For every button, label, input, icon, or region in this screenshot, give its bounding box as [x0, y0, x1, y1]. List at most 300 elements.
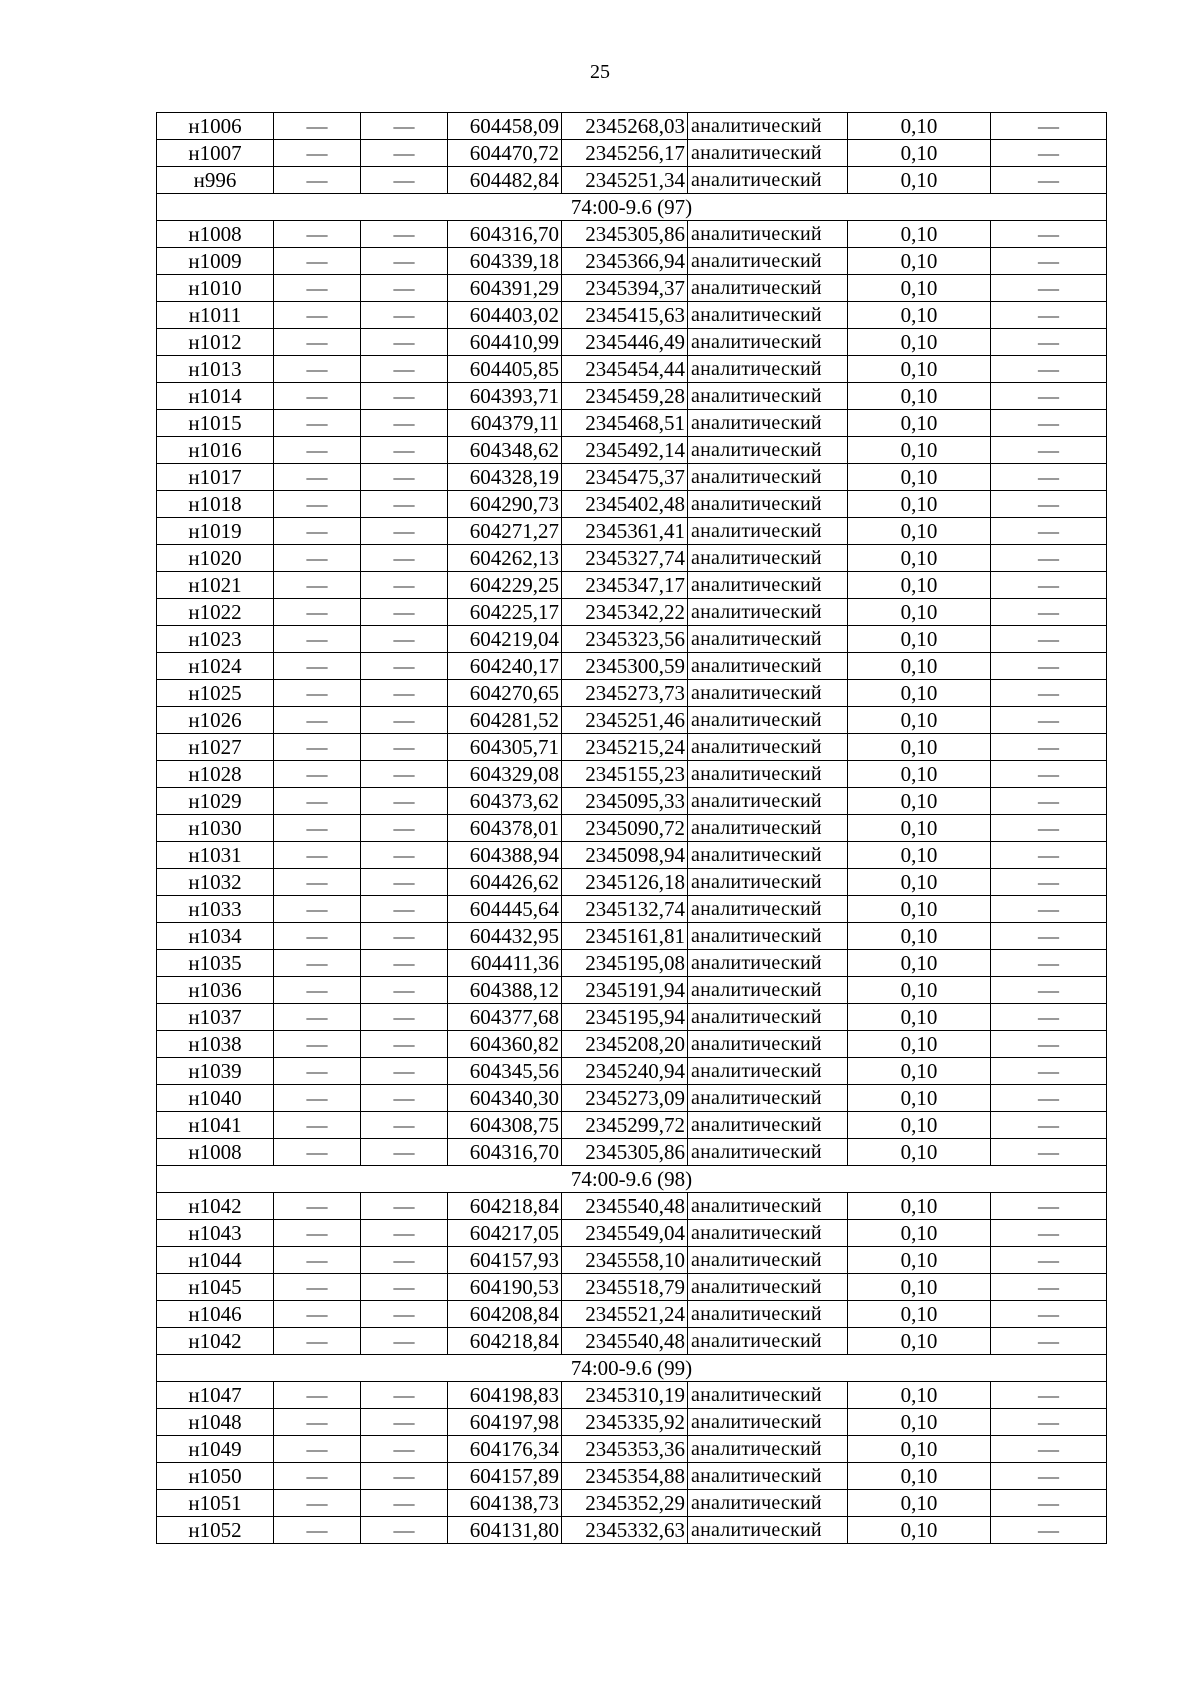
y-coordinate-cell: 2345305,86 — [562, 1139, 688, 1166]
accuracy-cell: 0,10 — [848, 464, 991, 491]
dash-cell: — — [274, 1247, 361, 1274]
dash-cell: — — [991, 491, 1107, 518]
method-cell: аналитический — [688, 599, 848, 626]
dash-cell: — — [991, 572, 1107, 599]
dash-cell: — — [361, 1409, 448, 1436]
dash-cell: — — [991, 707, 1107, 734]
point-cell: н1008 — [157, 221, 274, 248]
dash-cell: — — [274, 545, 361, 572]
accuracy-cell: 0,10 — [848, 1301, 991, 1328]
accuracy-cell: 0,10 — [848, 1004, 991, 1031]
point-cell: н1036 — [157, 977, 274, 1004]
table-row — [157, 1301, 1107, 1328]
method-cell: аналитический — [688, 302, 848, 329]
dash-cell: — — [361, 1058, 448, 1085]
table-row — [157, 113, 1107, 140]
accuracy-cell: 0,10 — [848, 1490, 991, 1517]
x-coordinate-cell: 604225,17 — [448, 599, 562, 626]
point-cell: н996 — [157, 167, 274, 194]
dash-cell: — — [991, 788, 1107, 815]
dash-cell: — — [274, 815, 361, 842]
method-cell: аналитический — [688, 869, 848, 896]
table-row — [157, 1220, 1107, 1247]
method-cell: аналитический — [688, 1085, 848, 1112]
dash-cell: — — [991, 869, 1107, 896]
table-row — [157, 1004, 1107, 1031]
dash-cell: — — [991, 950, 1107, 977]
dash-cell: — — [361, 1382, 448, 1409]
point-cell: н1039 — [157, 1058, 274, 1085]
dash-cell: — — [991, 923, 1107, 950]
dash-cell: — — [274, 437, 361, 464]
method-cell: аналитический — [688, 221, 848, 248]
point-cell: н1052 — [157, 1517, 274, 1544]
dash-cell: — — [274, 1436, 361, 1463]
table-row — [157, 869, 1107, 896]
point-cell: н1038 — [157, 1031, 274, 1058]
dash-cell: — — [991, 1490, 1107, 1517]
accuracy-cell: 0,10 — [848, 1247, 991, 1274]
dash-cell: — — [274, 761, 361, 788]
x-coordinate-cell: 604426,62 — [448, 869, 562, 896]
dash-cell: — — [274, 599, 361, 626]
dash-cell: — — [361, 1004, 448, 1031]
dash-cell: — — [361, 1328, 448, 1355]
dash-cell: — — [274, 1517, 361, 1544]
dash-cell: — — [991, 1328, 1107, 1355]
x-coordinate-cell: 604393,71 — [448, 383, 562, 410]
dash-cell: — — [361, 896, 448, 923]
section-heading: 74:00-9.6 (97) — [157, 194, 1107, 221]
y-coordinate-cell: 2345132,74 — [562, 896, 688, 923]
accuracy-cell: 0,10 — [848, 1112, 991, 1139]
table-row — [157, 491, 1107, 518]
x-coordinate-cell: 604240,17 — [448, 653, 562, 680]
dash-cell: — — [274, 1220, 361, 1247]
dash-cell: — — [274, 113, 361, 140]
x-coordinate-cell: 604388,12 — [448, 977, 562, 1004]
accuracy-cell: 0,10 — [848, 1274, 991, 1301]
dash-cell: — — [361, 950, 448, 977]
method-cell: аналитический — [688, 545, 848, 572]
y-coordinate-cell: 2345492,14 — [562, 437, 688, 464]
dash-cell: — — [274, 842, 361, 869]
point-cell: н1045 — [157, 1274, 274, 1301]
dash-cell: — — [274, 707, 361, 734]
dash-cell: — — [361, 1436, 448, 1463]
dash-cell: — — [991, 599, 1107, 626]
y-coordinate-cell: 2345549,04 — [562, 1220, 688, 1247]
method-cell: аналитический — [688, 1274, 848, 1301]
y-coordinate-cell: 2345459,28 — [562, 383, 688, 410]
x-coordinate-cell: 604348,62 — [448, 437, 562, 464]
method-cell: аналитический — [688, 1058, 848, 1085]
y-coordinate-cell: 2345332,63 — [562, 1517, 688, 1544]
point-cell: н1012 — [157, 329, 274, 356]
accuracy-cell: 0,10 — [848, 1031, 991, 1058]
dash-cell: — — [274, 221, 361, 248]
x-coordinate-cell: 604157,93 — [448, 1247, 562, 1274]
method-cell: аналитический — [688, 1031, 848, 1058]
y-coordinate-cell: 2345353,36 — [562, 1436, 688, 1463]
accuracy-cell: 0,10 — [848, 437, 991, 464]
y-coordinate-cell: 2345215,24 — [562, 734, 688, 761]
section-heading: 74:00-9.6 (98) — [157, 1166, 1107, 1193]
dash-cell: — — [274, 1112, 361, 1139]
y-coordinate-cell: 2345240,94 — [562, 1058, 688, 1085]
x-coordinate-cell: 604403,02 — [448, 302, 562, 329]
dash-cell: — — [361, 1517, 448, 1544]
accuracy-cell: 0,10 — [848, 221, 991, 248]
dash-cell: — — [991, 1463, 1107, 1490]
y-coordinate-cell: 2345342,22 — [562, 599, 688, 626]
y-coordinate-cell: 2345475,37 — [562, 464, 688, 491]
dash-cell: — — [991, 626, 1107, 653]
y-coordinate-cell: 2345323,56 — [562, 626, 688, 653]
accuracy-cell: 0,10 — [848, 842, 991, 869]
y-coordinate-cell: 2345347,17 — [562, 572, 688, 599]
accuracy-cell: 0,10 — [848, 572, 991, 599]
table-row — [157, 1058, 1107, 1085]
point-cell: н1013 — [157, 356, 274, 383]
x-coordinate-cell: 604340,30 — [448, 1085, 562, 1112]
dash-cell: — — [991, 1004, 1107, 1031]
dash-cell: — — [274, 950, 361, 977]
accuracy-cell: 0,10 — [848, 788, 991, 815]
accuracy-cell: 0,10 — [848, 923, 991, 950]
method-cell: аналитический — [688, 248, 848, 275]
dash-cell: — — [361, 653, 448, 680]
accuracy-cell: 0,10 — [848, 491, 991, 518]
dash-cell: — — [274, 1085, 361, 1112]
x-coordinate-cell: 604379,11 — [448, 410, 562, 437]
dash-cell: — — [274, 1058, 361, 1085]
table-row — [157, 518, 1107, 545]
method-cell: аналитический — [688, 491, 848, 518]
method-cell: аналитический — [688, 275, 848, 302]
accuracy-cell: 0,10 — [848, 1328, 991, 1355]
dash-cell: — — [361, 464, 448, 491]
point-cell: н1025 — [157, 680, 274, 707]
dash-cell: — — [274, 410, 361, 437]
dash-cell: — — [274, 653, 361, 680]
x-coordinate-cell: 604190,53 — [448, 1274, 562, 1301]
point-cell: н1018 — [157, 491, 274, 518]
page-number: 25 — [590, 61, 610, 83]
dash-cell: — — [361, 383, 448, 410]
table-row — [157, 1193, 1107, 1220]
table-row — [157, 1328, 1107, 1355]
method-cell: аналитический — [688, 1301, 848, 1328]
x-coordinate-cell: 604176,34 — [448, 1436, 562, 1463]
dash-cell: — — [274, 626, 361, 653]
method-cell: аналитический — [688, 572, 848, 599]
x-coordinate-cell: 604262,13 — [448, 545, 562, 572]
dash-cell: — — [991, 653, 1107, 680]
y-coordinate-cell: 2345273,09 — [562, 1085, 688, 1112]
dash-cell: — — [274, 1382, 361, 1409]
dash-cell: — — [991, 275, 1107, 302]
dash-cell: — — [361, 518, 448, 545]
method-cell: аналитический — [688, 356, 848, 383]
method-cell: аналитический — [688, 680, 848, 707]
point-cell: н1050 — [157, 1463, 274, 1490]
y-coordinate-cell: 2345540,48 — [562, 1193, 688, 1220]
dash-cell: — — [274, 1274, 361, 1301]
dash-cell: — — [361, 1490, 448, 1517]
x-coordinate-cell: 604290,73 — [448, 491, 562, 518]
y-coordinate-cell: 2345521,24 — [562, 1301, 688, 1328]
dash-cell: — — [991, 356, 1107, 383]
x-coordinate-cell: 604281,52 — [448, 707, 562, 734]
dash-cell: — — [991, 680, 1107, 707]
y-coordinate-cell: 2345251,46 — [562, 707, 688, 734]
dash-cell: — — [991, 1085, 1107, 1112]
dash-cell: — — [361, 1193, 448, 1220]
point-cell: н1016 — [157, 437, 274, 464]
dash-cell: — — [991, 1112, 1107, 1139]
x-coordinate-cell: 604432,95 — [448, 923, 562, 950]
y-coordinate-cell: 2345454,44 — [562, 356, 688, 383]
method-cell: аналитический — [688, 383, 848, 410]
accuracy-cell: 0,10 — [848, 275, 991, 302]
dash-cell: — — [361, 572, 448, 599]
point-cell: н1014 — [157, 383, 274, 410]
method-cell: аналитический — [688, 1382, 848, 1409]
section-row — [157, 1355, 1107, 1382]
table-row — [157, 1274, 1107, 1301]
dash-cell: — — [991, 248, 1107, 275]
table-row — [157, 1247, 1107, 1274]
x-coordinate-cell: 604328,19 — [448, 464, 562, 491]
point-cell: н1015 — [157, 410, 274, 437]
dash-cell: — — [991, 842, 1107, 869]
y-coordinate-cell: 2345300,59 — [562, 653, 688, 680]
x-coordinate-cell: 604405,85 — [448, 356, 562, 383]
x-coordinate-cell: 604410,99 — [448, 329, 562, 356]
table-row — [157, 410, 1107, 437]
x-coordinate-cell: 604219,04 — [448, 626, 562, 653]
accuracy-cell: 0,10 — [848, 599, 991, 626]
point-cell: н1017 — [157, 464, 274, 491]
y-coordinate-cell: 2345195,08 — [562, 950, 688, 977]
y-coordinate-cell: 2345540,48 — [562, 1328, 688, 1355]
point-cell: н1041 — [157, 1112, 274, 1139]
table-row — [157, 140, 1107, 167]
point-cell: н1040 — [157, 1085, 274, 1112]
point-cell: н1042 — [157, 1328, 274, 1355]
table-row — [157, 950, 1107, 977]
table-row — [157, 437, 1107, 464]
dash-cell: — — [361, 1274, 448, 1301]
table-row — [157, 167, 1107, 194]
dash-cell: — — [274, 572, 361, 599]
accuracy-cell: 0,10 — [848, 734, 991, 761]
y-coordinate-cell: 2345558,10 — [562, 1247, 688, 1274]
point-cell: н1030 — [157, 815, 274, 842]
dash-cell: — — [361, 1139, 448, 1166]
method-cell: аналитический — [688, 410, 848, 437]
x-coordinate-cell: 604218,84 — [448, 1193, 562, 1220]
dash-cell: — — [274, 734, 361, 761]
y-coordinate-cell: 2345126,18 — [562, 869, 688, 896]
dash-cell: — — [274, 1328, 361, 1355]
y-coordinate-cell: 2345155,23 — [562, 761, 688, 788]
dash-cell: — — [274, 1004, 361, 1031]
table-row — [157, 1517, 1107, 1544]
dash-cell: — — [361, 356, 448, 383]
method-cell: аналитический — [688, 1490, 848, 1517]
y-coordinate-cell: 2345361,41 — [562, 518, 688, 545]
dash-cell: — — [361, 221, 448, 248]
dash-cell: — — [361, 1112, 448, 1139]
x-coordinate-cell: 604217,05 — [448, 1220, 562, 1247]
x-coordinate-cell: 604377,68 — [448, 1004, 562, 1031]
table-row — [157, 1490, 1107, 1517]
dash-cell: — — [991, 1220, 1107, 1247]
accuracy-cell: 0,10 — [848, 1463, 991, 1490]
dash-cell: — — [361, 491, 448, 518]
table-row — [157, 923, 1107, 950]
table-row — [157, 275, 1107, 302]
point-cell: н1020 — [157, 545, 274, 572]
y-coordinate-cell: 2345095,33 — [562, 788, 688, 815]
table-row — [157, 545, 1107, 572]
x-coordinate-cell: 604345,56 — [448, 1058, 562, 1085]
section-heading: 74:00-9.6 (99) — [157, 1355, 1107, 1382]
accuracy-cell: 0,10 — [848, 1409, 991, 1436]
accuracy-cell: 0,10 — [848, 761, 991, 788]
point-cell: н1033 — [157, 896, 274, 923]
dash-cell: — — [991, 734, 1107, 761]
dash-cell: — — [361, 248, 448, 275]
dash-cell: — — [991, 1301, 1107, 1328]
y-coordinate-cell: 2345366,94 — [562, 248, 688, 275]
dash-cell: — — [361, 788, 448, 815]
dash-cell: — — [361, 707, 448, 734]
y-coordinate-cell: 2345518,79 — [562, 1274, 688, 1301]
dash-cell: — — [991, 140, 1107, 167]
x-coordinate-cell: 604391,29 — [448, 275, 562, 302]
dash-cell: — — [991, 1193, 1107, 1220]
dash-cell: — — [274, 356, 361, 383]
y-coordinate-cell: 2345098,94 — [562, 842, 688, 869]
dash-cell: — — [991, 167, 1107, 194]
dash-cell: — — [274, 383, 361, 410]
method-cell: аналитический — [688, 464, 848, 491]
dash-cell: — — [361, 410, 448, 437]
dash-cell: — — [361, 437, 448, 464]
dash-cell: — — [274, 491, 361, 518]
dash-cell: — — [991, 437, 1107, 464]
point-cell: н1046 — [157, 1301, 274, 1328]
point-cell: н1037 — [157, 1004, 274, 1031]
accuracy-cell: 0,10 — [848, 1139, 991, 1166]
table-row — [157, 653, 1107, 680]
accuracy-cell: 0,10 — [848, 626, 991, 653]
point-cell: н1028 — [157, 761, 274, 788]
point-cell: н1006 — [157, 113, 274, 140]
table-row — [157, 221, 1107, 248]
accuracy-cell: 0,10 — [848, 653, 991, 680]
table-row — [157, 1139, 1107, 1166]
dash-cell: — — [361, 275, 448, 302]
accuracy-cell: 0,10 — [848, 815, 991, 842]
dash-cell: — — [274, 167, 361, 194]
y-coordinate-cell: 2345090,72 — [562, 815, 688, 842]
dash-cell: — — [274, 464, 361, 491]
point-cell: н1042 — [157, 1193, 274, 1220]
x-coordinate-cell: 604482,84 — [448, 167, 562, 194]
method-cell: аналитический — [688, 977, 848, 1004]
point-cell: н1051 — [157, 1490, 274, 1517]
table-row — [157, 761, 1107, 788]
x-coordinate-cell: 604339,18 — [448, 248, 562, 275]
dash-cell: — — [361, 869, 448, 896]
method-cell: аналитический — [688, 896, 848, 923]
accuracy-cell: 0,10 — [848, 950, 991, 977]
x-coordinate-cell: 604411,36 — [448, 950, 562, 977]
table-row — [157, 1409, 1107, 1436]
point-cell: н1007 — [157, 140, 274, 167]
table-row — [157, 464, 1107, 491]
dash-cell: — — [361, 977, 448, 1004]
y-coordinate-cell: 2345268,03 — [562, 113, 688, 140]
dash-cell: — — [361, 842, 448, 869]
y-coordinate-cell: 2345446,49 — [562, 329, 688, 356]
method-cell: аналитический — [688, 734, 848, 761]
y-coordinate-cell: 2345305,86 — [562, 221, 688, 248]
table-row — [157, 383, 1107, 410]
table-row — [157, 707, 1107, 734]
y-coordinate-cell: 2345299,72 — [562, 1112, 688, 1139]
x-coordinate-cell: 604316,70 — [448, 221, 562, 248]
y-coordinate-cell: 2345394,37 — [562, 275, 688, 302]
y-coordinate-cell: 2345256,17 — [562, 140, 688, 167]
dash-cell: — — [991, 815, 1107, 842]
table-row — [157, 680, 1107, 707]
method-cell: аналитический — [688, 761, 848, 788]
table-row — [157, 248, 1107, 275]
dash-cell: — — [274, 1463, 361, 1490]
table-row — [157, 302, 1107, 329]
accuracy-cell: 0,10 — [848, 977, 991, 1004]
accuracy-cell: 0,10 — [848, 410, 991, 437]
point-cell: н1031 — [157, 842, 274, 869]
x-coordinate-cell: 604270,65 — [448, 680, 562, 707]
dash-cell: — — [991, 545, 1107, 572]
dash-cell: — — [991, 464, 1107, 491]
point-cell: н1008 — [157, 1139, 274, 1166]
table-row — [157, 329, 1107, 356]
dash-cell: — — [274, 1301, 361, 1328]
point-cell: н1035 — [157, 950, 274, 977]
dash-cell: — — [361, 761, 448, 788]
dash-cell: — — [991, 896, 1107, 923]
y-coordinate-cell: 2345208,20 — [562, 1031, 688, 1058]
method-cell: аналитический — [688, 437, 848, 464]
table-body — [157, 113, 1107, 1544]
method-cell: аналитический — [688, 1409, 848, 1436]
method-cell: аналитический — [688, 167, 848, 194]
accuracy-cell: 0,10 — [848, 1382, 991, 1409]
dash-cell: — — [361, 113, 448, 140]
accuracy-cell: 0,10 — [848, 518, 991, 545]
dash-cell: — — [361, 1220, 448, 1247]
y-coordinate-cell: 2345352,29 — [562, 1490, 688, 1517]
point-cell: н1022 — [157, 599, 274, 626]
dash-cell: — — [274, 302, 361, 329]
